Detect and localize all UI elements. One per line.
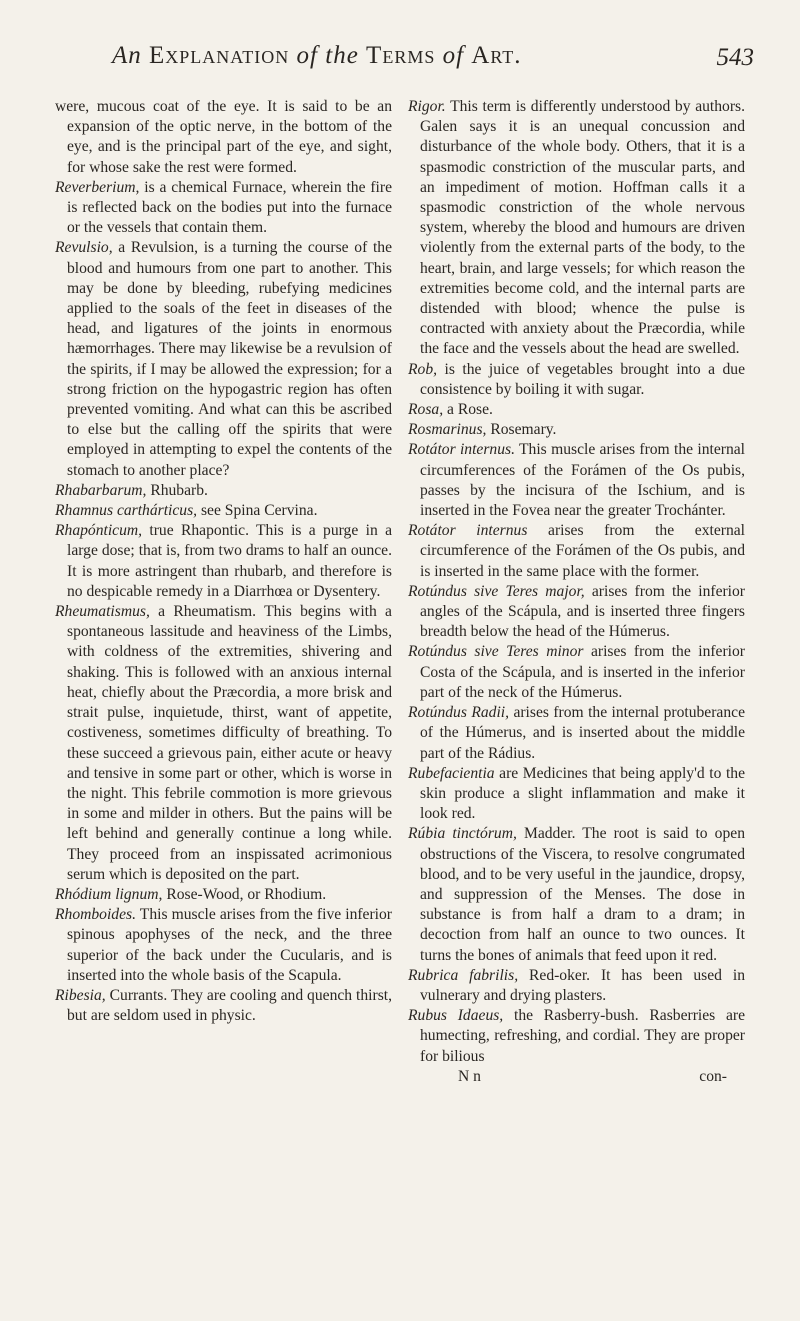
dictionary-entry <box>408 582 745 643</box>
entry-definition: a Rheumatism. This begins with a spontaneous lassitude and heaviness of the Limbs, with coldness of the extremities, shivering and shaking. This is followed with an anxious internal heat, chiefly about the Præcordia, a more brisk and strait pulse, inquietude, thirst, want of appetite, costiveness, sometimes difficulty of breathing. To these succeed a grievous pain, either acute or heavy and tensive in some part or other, which is worse in the night. This febrile commotion is more grievous in some and milder in others. But the pains will be left behind and generally continue a long while. They proceed from an inspissated acrimonious serum which is deposited on the part. <box>67 603 392 883</box>
running-title <box>112 42 522 70</box>
dictionary-entry <box>408 521 745 582</box>
entry-term: Rubrica fabrilis, <box>408 966 519 984</box>
title-word-explanation: Explanation <box>149 42 290 69</box>
entry-term: Rotátor internus <box>408 522 528 540</box>
dictionary-entry <box>55 238 392 480</box>
catchword: con- <box>699 1067 727 1085</box>
entry-term: Rosmarinus, <box>408 421 487 439</box>
entry-definition: a Revulsion, is a turning the course of the blood and humours from one part to another. This may be done by bleeding, rubefying medicines applied to the soals of the feet in diseases of the head, and ligatures of the joints in enormous hæmorrhages. There may likewise be a revulsion of the spirits, if I may be allowed the expression; for a strong friction on the hypogastric region has often prevented vomiting. And what can this be ascribed to else but the calling off the spirits that were employed in attempting to expel the contents of the stomach to another place? <box>67 239 392 479</box>
entry-term: Rhabarbarum, <box>55 481 147 499</box>
title-word-art: Art. <box>471 42 522 69</box>
dictionary-entry <box>55 986 392 1026</box>
entry-definition: were, mucous coat of the eye. It is said to be an expansion of the optic nerve, in the bottom of the eye, and is the principal part of the eye, and sight, for whose sake the rest were formed. <box>55 98 392 176</box>
entry-definition: Rosemary. <box>490 421 557 439</box>
entry-definition: This term is differently understood by authors. Galen says it is an unequal concussion and disturbance of the whole body. Others, that it is a spasmodic constriction of the muscular parts, and an impediment of motion. Hoffman calls it a spasmodic constriction of the whole nervous system, whereby the blood and humours are driven violently from the external parts of the body, to the heart, brain, and large vessels; for which reason the extremities become cold, and the internal parts are distended with blood; whence the pulse is contracted with anxiety about the Præcordia, while the face and the vessels about the head are swelled. <box>420 98 745 358</box>
entry-definition: true Rhapontic. This is a purge in a large dose; that is, from two drams to half an ounce. It is more astringent than rhubarb, and therefore is no despicable remedy in a Diarrhœa or Dysentery. <box>67 522 392 600</box>
entry-term: Rotátor internus. <box>408 441 515 459</box>
entry-term: Revulsio, <box>55 239 113 257</box>
dictionary-entry <box>408 97 745 360</box>
entry-definition: arises from the internal protuberance of the Húmerus, and is inserted about the middle part of the Rádius. <box>420 704 745 762</box>
left-column <box>55 97 392 1026</box>
entry-term: Rúbia tinctórum, <box>408 825 517 843</box>
dictionary-entry <box>55 521 392 602</box>
signature-line <box>408 1067 745 1087</box>
entry-definition: This muscle arises from the internal circumferences of the Forámen of the Os pubis, passes by the incisura of the Ischium, and is inserted in the Fovea near the greater Trochánter. <box>420 441 745 520</box>
entry-definition: Red-oker. It has been used in vulnerary and drying plasters. <box>420 966 745 1004</box>
entry-term: Rhapónticum, <box>55 522 143 540</box>
dictionary-entry <box>55 178 392 239</box>
dictionary-entry <box>55 501 392 521</box>
right-column <box>408 97 745 1087</box>
title-word-terms: Terms <box>366 42 436 69</box>
dictionary-entry <box>408 420 745 440</box>
entry-definition: arises from the inferior Costa of the Scápula, and is inserted in the inferior part of the neck of the Húmerus. <box>420 643 745 701</box>
entry-definition: arises from the external circumference of the Forámen of the Os pubis, and is inserted in the same place with the former. <box>420 522 745 580</box>
entry-term: Rubefacientia <box>408 764 495 782</box>
running-header <box>0 42 800 96</box>
entry-definition: This muscle arises from the five inferior spinous apophyses of the neck, and the three superior of the back under the Cucularis, and is inserted into the whole basis of the Scapula. <box>67 906 392 984</box>
title-word-an: An <box>112 42 142 69</box>
dictionary-entry <box>55 905 392 986</box>
signature-mark: N n <box>458 1067 481 1085</box>
entry-definition: Rose-Wood, or Rhodium. <box>166 885 327 903</box>
dictionary-entry <box>408 966 745 1006</box>
dictionary-entry <box>408 642 745 703</box>
dictionary-entry <box>408 824 745 965</box>
entry-term: Rotúndus sive Teres major, <box>408 582 585 600</box>
entry-term: Rotúndus Radii, <box>408 704 510 722</box>
entry-definition: Currants. They are cooling and quench thirst, but are seldom used in physic. <box>67 986 392 1025</box>
entry-definition: Madder. The root is said to open obstructions of the Viscera, to resolve congrumated blood, and to be very useful in the jaundice, dropsy, and suppression of the Menses. The dose in substance is from half a dram to a dram; in decoction from half an ounce to two ounces. It turns the bones of animals that feed upon it red. <box>420 825 745 964</box>
dictionary-entry <box>55 602 392 885</box>
entry-definition: arises from the inferior angles of the Scápula, and is inserted three fingers breadth below the head of the Húmerus. <box>420 582 746 641</box>
title-word-the: the <box>325 42 359 69</box>
dictionary-entry <box>55 481 392 501</box>
entry-definition: see Spina Cervina. <box>200 502 318 520</box>
entry-term: Rubus Idaeus, <box>408 1007 504 1025</box>
title-word-of-2: of <box>442 42 465 69</box>
entry-term: Rob, <box>408 360 438 378</box>
dictionary-entry <box>408 360 745 400</box>
page-number: 543 <box>716 44 754 71</box>
entry-definition: are Medicines that being apply'd to the skin produce a slight inflammation and make it look red. <box>420 764 745 823</box>
entry-term: Ribesia, <box>55 986 106 1004</box>
dictionary-entry <box>55 885 392 905</box>
entry-term: Rigor. <box>408 98 446 115</box>
entry-definition: Rhubarb. <box>150 481 208 499</box>
dictionary-entry <box>408 703 745 764</box>
entry-term: Rotúndus sive Teres minor <box>408 643 584 661</box>
dictionary-entry <box>408 440 745 521</box>
entry-definition: a Rose. <box>447 401 493 419</box>
entry-definition: is the juice of vegetables brought into a due consistence by boiling it with sugar. <box>420 360 745 398</box>
entry-definition: is a chemical Furnace, wherein the fire is reflected back on the bodies put into the furnace or the vessels that contain them. <box>67 178 392 237</box>
entry-term: Rheumatismus, <box>55 603 150 621</box>
title-word-of: of <box>296 42 318 69</box>
dictionary-entry <box>408 400 745 420</box>
dictionary-entry <box>55 97 392 178</box>
dictionary-entry <box>408 764 745 825</box>
entry-term: Rhódium lignum, <box>55 885 163 903</box>
dictionary-entry <box>408 1006 745 1067</box>
entry-term: Rosa, <box>408 401 444 419</box>
entry-term: Reverberium, <box>55 178 140 196</box>
entry-term: Rhamnus carthárticus, <box>55 502 198 520</box>
entry-term: Rhomboides. <box>55 906 136 924</box>
entry-definition: the Rasberry-bush. Rasberries are humecting, refreshing, and cordial. They are proper for bilious <box>420 1007 745 1065</box>
